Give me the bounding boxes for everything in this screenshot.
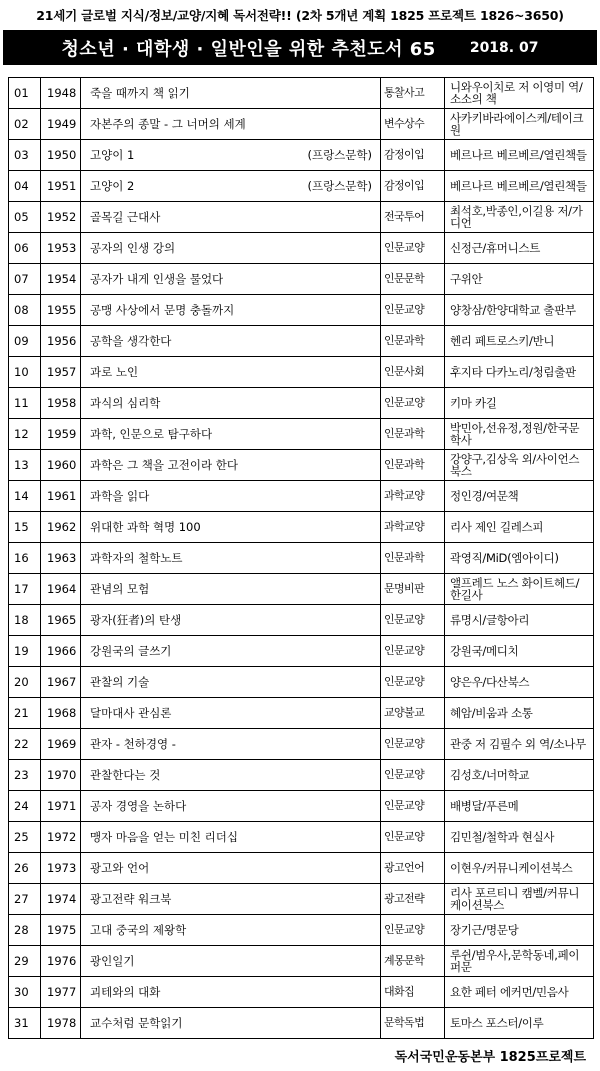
book-title-cell (81, 233, 381, 264)
book-category: 문명비판 (381, 574, 445, 605)
book-author-publisher: 혜암/비움과 소통 (445, 698, 594, 729)
book-title-cell (81, 822, 381, 853)
row-number: 01 (9, 78, 41, 109)
book-code: 1976 (41, 946, 81, 977)
book-row (9, 853, 594, 884)
row-number: 04 (9, 171, 41, 202)
book-title-cell (81, 419, 381, 450)
book-row (9, 884, 594, 915)
book-title-cell (81, 357, 381, 388)
book-author-publisher: 헨리 페트로스키/반니 (445, 326, 594, 357)
row-number: 15 (9, 512, 41, 543)
book-row (9, 295, 594, 326)
book-row (9, 202, 594, 233)
book-title-cell (81, 791, 381, 822)
book-title-cell (81, 202, 381, 233)
book-row (9, 140, 594, 171)
book-author-publisher: 신정근/휴머니스트 (445, 233, 594, 264)
book-code: 1970 (41, 760, 81, 791)
book-row (9, 698, 594, 729)
book-title: 공자가 내게 인생을 물었다 (90, 272, 224, 286)
book-author-publisher: 베르나르 베르베르/열린책들 (445, 171, 594, 202)
row-number: 13 (9, 450, 41, 481)
book-row (9, 574, 594, 605)
book-title-cell (81, 388, 381, 419)
book-title-cell (81, 574, 381, 605)
book-code: 1964 (41, 574, 81, 605)
book-category: 인문교양 (381, 791, 445, 822)
book-author-publisher: 양은우/다산북스 (445, 667, 594, 698)
book-author-publisher: 박민아,선유정,정원/한국문학사 (445, 419, 594, 450)
book-category: 과학교양 (381, 512, 445, 543)
book-row (9, 1008, 594, 1039)
book-code: 1954 (41, 264, 81, 295)
book-code: 1975 (41, 915, 81, 946)
book-title: 교수처럼 문학읽기 (90, 1016, 183, 1030)
book-author-publisher: 장기근/명문당 (445, 915, 594, 946)
book-author-publisher: 키마 카길 (445, 388, 594, 419)
book-code: 1978 (41, 1008, 81, 1039)
book-title: 관자 - 천하경영 - (90, 737, 176, 751)
book-code: 1949 (41, 109, 81, 140)
book-title: 공자 경영을 논하다 (90, 799, 187, 813)
book-title: 죽을 때까지 책 읽기 (90, 86, 190, 100)
book-row (9, 233, 594, 264)
book-title-cell (81, 698, 381, 729)
book-code: 1956 (41, 326, 81, 357)
book-author-publisher: 리사 포르티니 캠벨/커뮤니케이션북스 (445, 884, 594, 915)
row-number: 14 (9, 481, 41, 512)
row-number: 20 (9, 667, 41, 698)
book-title-cell (81, 512, 381, 543)
book-author-publisher: 강원국/메디치 (445, 636, 594, 667)
book-row (9, 760, 594, 791)
book-title: 골목길 근대사 (90, 210, 161, 224)
book-title-cell (81, 543, 381, 574)
row-number: 31 (9, 1008, 41, 1039)
book-code: 1973 (41, 853, 81, 884)
book-title: 공맹 사상에서 문명 충돌까지 (90, 303, 235, 317)
title-banner (3, 30, 597, 65)
book-code: 1952 (41, 202, 81, 233)
book-code: 1966 (41, 636, 81, 667)
book-code: 1951 (41, 171, 81, 202)
book-author-publisher: 베르나르 베르베르/열린책들 (445, 140, 594, 171)
book-row (9, 419, 594, 450)
book-row (9, 264, 594, 295)
page-title: 청소년 · 대학생 · 일반인을 위한 추천도서 65 (61, 38, 436, 60)
row-number: 23 (9, 760, 41, 791)
book-title-cell (81, 326, 381, 357)
book-author-publisher: 사카키바라에이스케/테이크원 (445, 109, 594, 140)
book-title: 관찰의 기술 (90, 675, 150, 689)
book-code: 1962 (41, 512, 81, 543)
row-number: 03 (9, 140, 41, 171)
book-title: 자본주의 종말 - 그 너머의 세계 (90, 117, 246, 131)
book-category: 통찰사고 (381, 78, 445, 109)
book-row (9, 481, 594, 512)
book-author-publisher: 구위안 (445, 264, 594, 295)
book-code: 1950 (41, 140, 81, 171)
book-row (9, 636, 594, 667)
book-category: 인문교양 (381, 388, 445, 419)
row-number: 24 (9, 791, 41, 822)
footer-organization: 독서국민운동본부 1825프로젝트 (394, 1050, 586, 1065)
row-number: 27 (9, 884, 41, 915)
book-category: 인문사회 (381, 357, 445, 388)
book-title-cell (81, 481, 381, 512)
book-title-cell (81, 915, 381, 946)
book-title: 공자의 인생 강의 (90, 241, 176, 255)
book-title: 과로 노인 (90, 365, 139, 379)
row-number: 05 (9, 202, 41, 233)
book-title: 관찰한다는 것 (90, 768, 161, 782)
book-title: 강원국의 글쓰기 (90, 644, 172, 658)
book-category: 인문교양 (381, 233, 445, 264)
book-category: 감정이입 (381, 140, 445, 171)
book-title: 고양이 1 (90, 148, 135, 162)
row-number: 17 (9, 574, 41, 605)
row-number: 02 (9, 109, 41, 140)
book-title: 광고와 언어 (90, 861, 150, 875)
book-title-cell (81, 729, 381, 760)
book-category: 인문교양 (381, 729, 445, 760)
row-number: 25 (9, 822, 41, 853)
row-number: 26 (9, 853, 41, 884)
book-note: (프랑스문학) (307, 148, 372, 162)
book-code: 1963 (41, 543, 81, 574)
book-title-cell (81, 78, 381, 109)
book-code: 1965 (41, 605, 81, 636)
book-category: 교양불교 (381, 698, 445, 729)
book-note: (프랑스문학) (307, 179, 372, 193)
book-category: 인문과학 (381, 419, 445, 450)
book-row (9, 667, 594, 698)
book-category: 인문과학 (381, 450, 445, 481)
book-author-publisher: 리사 제인 길레스피 (445, 512, 594, 543)
book-category: 전국투어 (381, 202, 445, 233)
book-title: 관념의 모험 (90, 582, 150, 596)
book-title-cell (81, 636, 381, 667)
book-row (9, 109, 594, 140)
row-number: 19 (9, 636, 41, 667)
book-code: 1977 (41, 977, 81, 1008)
book-title: 고양이 2 (90, 179, 135, 193)
row-number: 09 (9, 326, 41, 357)
book-row (9, 946, 594, 977)
book-title: 광자(狂者)의 탄생 (90, 613, 182, 627)
book-title-cell (81, 171, 381, 202)
row-number: 11 (9, 388, 41, 419)
book-code: 1960 (41, 450, 81, 481)
book-title: 과학자의 철학노트 (90, 551, 183, 565)
book-row (9, 357, 594, 388)
book-title: 공학을 생각한다 (90, 334, 172, 348)
book-row (9, 450, 594, 481)
book-title-cell (81, 295, 381, 326)
book-row (9, 512, 594, 543)
row-number: 16 (9, 543, 41, 574)
book-code: 1968 (41, 698, 81, 729)
book-row (9, 326, 594, 357)
book-title: 광고전략 워크북 (90, 892, 172, 906)
book-author-publisher: 곽영직/MiD(엠아이디) (445, 543, 594, 574)
book-category: 감정이입 (381, 171, 445, 202)
book-category: 광고언어 (381, 853, 445, 884)
book-author-publisher: 최석호,박종인,이길용 저/가디언 (445, 202, 594, 233)
row-number: 07 (9, 264, 41, 295)
book-category: 광고전략 (381, 884, 445, 915)
book-author-publisher: 앨프레드 노스 화이트헤드/한길사 (445, 574, 594, 605)
book-code: 1961 (41, 481, 81, 512)
book-code: 1967 (41, 667, 81, 698)
book-author-publisher: 정인경/여문책 (445, 481, 594, 512)
book-row (9, 822, 594, 853)
book-author-publisher: 류명시/글항아리 (445, 605, 594, 636)
row-number: 08 (9, 295, 41, 326)
book-author-publisher: 이현우/커뮤니케이션북스 (445, 853, 594, 884)
book-author-publisher: 후지타 다카노리/청림출판 (445, 357, 594, 388)
book-author-publisher: 관중 저 김필수 외 역/소나무 (445, 729, 594, 760)
book-row (9, 977, 594, 1008)
book-title-cell (81, 977, 381, 1008)
book-category: 인문교양 (381, 667, 445, 698)
book-row (9, 605, 594, 636)
book-author-publisher: 루쉰/범우사,문학동네,페이퍼문 (445, 946, 594, 977)
book-code: 1957 (41, 357, 81, 388)
book-category: 인문교양 (381, 295, 445, 326)
book-author-publisher: 양창삼/한양대학교 출판부 (445, 295, 594, 326)
book-title: 맹자 마음을 얻는 미친 리더십 (90, 830, 238, 844)
book-category: 인문교양 (381, 760, 445, 791)
book-title: 달마대사 관심론 (90, 706, 172, 720)
book-category: 인문문학 (381, 264, 445, 295)
book-author-publisher: 토마스 포스터/이루 (445, 1008, 594, 1039)
book-title: 과학은 그 책을 고전이라 한다 (90, 458, 238, 472)
row-number: 10 (9, 357, 41, 388)
book-title-cell (81, 1008, 381, 1039)
book-category: 인문교양 (381, 915, 445, 946)
book-title: 과학, 인문으로 탐구하다 (90, 427, 213, 441)
book-title-cell (81, 946, 381, 977)
book-title-cell (81, 853, 381, 884)
book-row (9, 791, 594, 822)
book-code: 1948 (41, 78, 81, 109)
row-number: 29 (9, 946, 41, 977)
book-author-publisher: 김민철/철학과 현실사 (445, 822, 594, 853)
book-category: 인문과학 (381, 543, 445, 574)
book-row (9, 171, 594, 202)
row-number: 30 (9, 977, 41, 1008)
row-number: 18 (9, 605, 41, 636)
book-row (9, 78, 594, 109)
row-number: 21 (9, 698, 41, 729)
book-title: 고대 중국의 제왕학 (90, 923, 187, 937)
row-number: 06 (9, 233, 41, 264)
book-title: 과학을 읽다 (90, 489, 150, 503)
book-title: 괴테와의 대화 (90, 985, 161, 999)
book-category: 계몽문학 (381, 946, 445, 977)
row-number: 28 (9, 915, 41, 946)
book-title-cell (81, 605, 381, 636)
book-code: 1972 (41, 822, 81, 853)
book-category: 과학교양 (381, 481, 445, 512)
book-author-publisher: 김성호/너머학교 (445, 760, 594, 791)
book-title-cell (81, 760, 381, 791)
book-title: 위대한 과학 혁명 100 (90, 520, 201, 534)
issue-date: 2018. 07 (469, 39, 539, 56)
book-author-publisher: 배병달/푸른메 (445, 791, 594, 822)
book-code: 1971 (41, 791, 81, 822)
book-author-publisher: 니와우이치로 저 이영미 역/소소의 책 (445, 78, 594, 109)
book-title-cell (81, 140, 381, 171)
book-code: 1953 (41, 233, 81, 264)
book-code: 1958 (41, 388, 81, 419)
book-title-cell (81, 667, 381, 698)
book-code: 1959 (41, 419, 81, 450)
book-list-table (8, 77, 594, 1039)
book-row (9, 915, 594, 946)
book-code: 1955 (41, 295, 81, 326)
book-category: 인문교양 (381, 822, 445, 853)
book-row (9, 388, 594, 419)
book-row (9, 729, 594, 760)
book-row (9, 543, 594, 574)
book-code: 1969 (41, 729, 81, 760)
book-author-publisher: 강양구,김상욱 외/사이언스북스 (445, 450, 594, 481)
book-category: 인문교양 (381, 636, 445, 667)
book-code: 1974 (41, 884, 81, 915)
book-category: 변수상수 (381, 109, 445, 140)
book-author-publisher: 요한 페터 에커먼/민음사 (445, 977, 594, 1008)
row-number: 12 (9, 419, 41, 450)
book-category: 대화집 (381, 977, 445, 1008)
row-number: 22 (9, 729, 41, 760)
book-title: 광인일기 (90, 954, 135, 968)
book-category: 인문과학 (381, 326, 445, 357)
page-subtitle: 21세기 글로벌 지식/정보/교양/지혜 독서전략!! (2차 5개년 계획 1825 프로젝트 1826~3650) (36, 8, 564, 23)
book-title: 과식의 심리학 (90, 396, 161, 410)
book-category: 인문교양 (381, 605, 445, 636)
book-title-cell (81, 264, 381, 295)
book-title-cell (81, 109, 381, 140)
book-category: 문학독법 (381, 1008, 445, 1039)
book-title-cell (81, 450, 381, 481)
book-title-cell (81, 884, 381, 915)
